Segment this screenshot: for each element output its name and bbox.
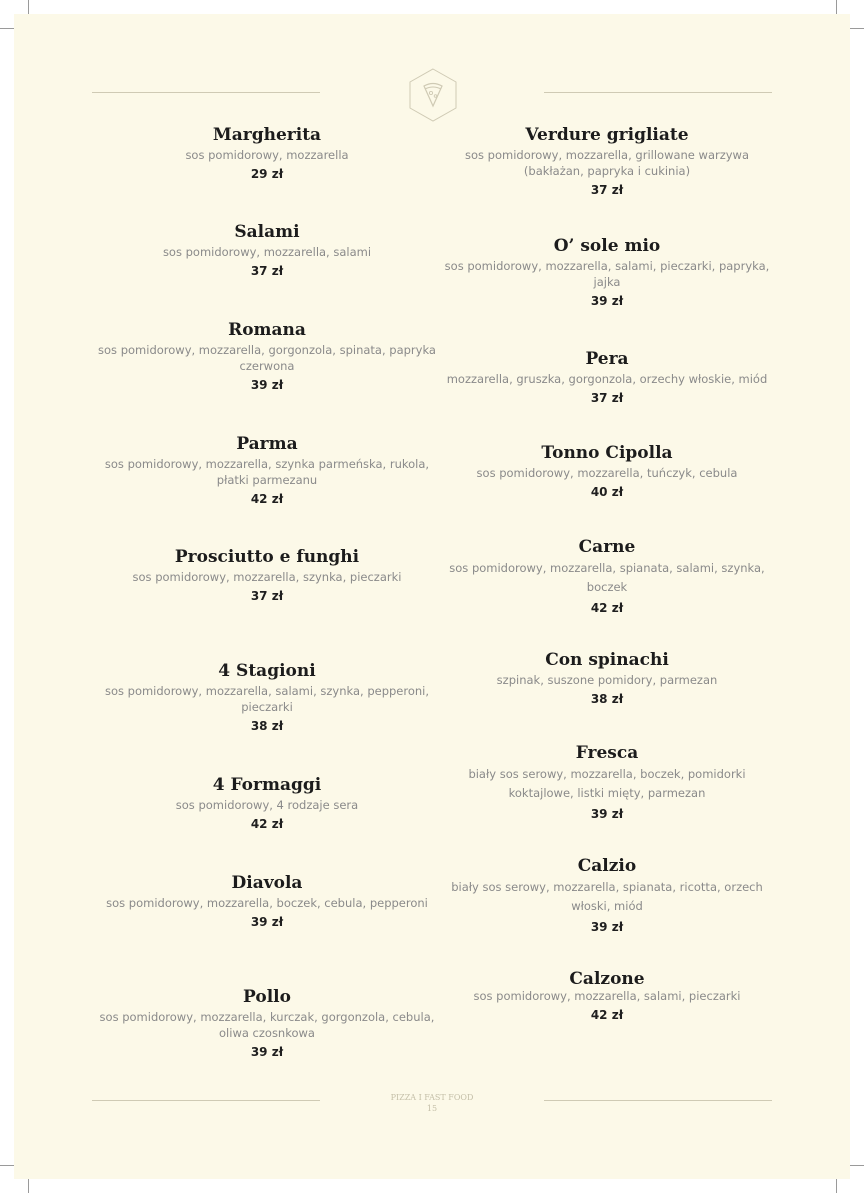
pizza-price: 29 zł [250,167,284,181]
page-footer [332,1092,532,1114]
pizza-price: 37 zł [250,589,284,603]
menu-item [97,319,437,393]
pizza-ingredients: sos pomidorowy, mozzarella, grillowane warzywa (bakłażan, papryka i cukinia) [464,148,750,178]
pizza-name: Pera [585,349,629,369]
pizza-ingredients: sos pomidorowy, mozzarella [185,148,349,162]
menu-item [437,235,777,309]
menu-item [97,660,437,734]
pizza-ingredients: sos pomidorowy, mozzarella, salami, szynka, pepperoni, pieczarki [104,684,430,714]
pizza-ingredients: szpinak, suszone pomidory, parmezan [496,673,718,687]
pizza-ingredients: sos pomidorowy, mozzarella, kurczak, gorgonzola, cebula, oliwa czosnkowa [99,1010,435,1040]
pizza-ingredients: sos pomidorowy, mozzarella, gorgonzola, spinata, papryka czerwona [98,343,436,373]
pizza-price: 40 zł [590,485,624,499]
pizza-price: 37 zł [250,264,284,278]
menu-item [97,433,437,507]
pizza-price: 42 zł [250,492,284,506]
left-menu-column [97,0,437,1193]
pizza-ingredients: sos pomidorowy, mozzarella, salami [162,245,372,259]
page-number: 15 [426,1104,438,1113]
crop-mark [0,1165,14,1166]
footer-section-title: PIZZA I FAST FOOD [390,1093,474,1102]
crop-mark [850,1165,864,1166]
right-menu-column [437,0,777,1193]
menu-item [437,536,777,616]
crop-mark [28,1179,29,1193]
menu-item [437,348,777,406]
pizza-name: Fresca [575,743,639,763]
pizza-price: 39 zł [250,915,284,929]
pizza-ingredients: biały sos serowy, mozzarella, spianata, ricotta, orzech włoski, miód [451,880,763,913]
footer-rule-left [92,1100,320,1101]
pizza-name: Margherita [212,125,322,145]
pizza-price: 42 zł [590,601,624,615]
menu-item [437,855,777,935]
crop-mark [836,0,837,14]
menu-item [97,546,437,604]
menu-item [437,968,777,1023]
pizza-name: Calzone [569,969,645,989]
pizza-name: Tonno Cipolla [541,443,673,463]
pizza-ingredients: biały sos serowy, mozzarella, boczek, pomidorki koktajlowe, listki mięty, parmezan [468,767,746,800]
pizza-name: Pollo [243,987,291,1007]
pizza-price: 39 zł [590,920,624,934]
pizza-name: 4 Formaggi [212,775,322,795]
crop-mark [850,28,864,29]
pizza-name: Calzio [577,856,637,876]
pizza-ingredients: sos pomidorowy, mozzarella, boczek, cebula, pepperoni [106,896,428,910]
pizza-name: Romana [228,320,306,340]
menu-item [437,442,777,500]
pizza-ingredients: mozzarella, gruszka, gorgonzola, orzechy włoskie, miód [446,372,768,386]
menu-item [97,774,437,832]
menu-item [97,124,437,182]
menu-item [97,221,437,279]
crop-mark [28,0,29,14]
pizza-name: Verdure grigliate [525,125,689,145]
pizza-name: Diavola [231,873,303,893]
crop-mark [836,1179,837,1193]
pizza-name: Con spinachi [545,650,669,670]
pizza-ingredients: sos pomidorowy, mozzarella, salami, pieczarki, papryka, jajka [444,259,770,289]
pizza-price: 37 zł [590,183,624,197]
pizza-ingredients: sos pomidorowy, 4 rodzaje sera [175,798,359,812]
pizza-price: 38 zł [250,719,284,733]
pizza-name: 4 Stagioni [218,661,316,681]
menu-item [437,742,777,822]
menu-item [437,649,777,707]
pizza-name: Salami [234,222,300,242]
pizza-price: 37 zł [590,391,624,405]
pizza-ingredients: sos pomidorowy, mozzarella, tuńczyk, cebula [476,466,738,480]
pizza-price: 42 zł [250,817,284,831]
pizza-name: O’ sole mio [553,236,661,256]
pizza-price: 39 zł [250,378,284,392]
pizza-ingredients: sos pomidorowy, mozzarella, szynka parmeńska, rukola, płatki parmezanu [104,457,430,487]
pizza-ingredients: sos pomidorowy, mozzarella, spianata, salami, szynka, boczek [449,561,765,594]
footer-rule-right [544,1100,772,1101]
pizza-price: 38 zł [590,692,624,706]
pizza-ingredients: sos pomidorowy, mozzarella, salami, pieczarki [473,989,741,1003]
pizza-name: Carne [578,537,636,557]
menu-item [97,986,437,1060]
pizza-price: 39 zł [590,294,624,308]
menu-item [97,872,437,930]
pizza-ingredients: sos pomidorowy, mozzarella, szynka, pieczarki [132,570,402,584]
pizza-name: Prosciutto e funghi [174,547,360,567]
crop-mark [0,28,14,29]
menu-item [437,124,777,198]
pizza-name: Parma [236,434,298,454]
pizza-price: 39 zł [590,807,624,821]
pizza-price: 42 zł [590,1008,624,1022]
pizza-price: 39 zł [250,1045,284,1059]
